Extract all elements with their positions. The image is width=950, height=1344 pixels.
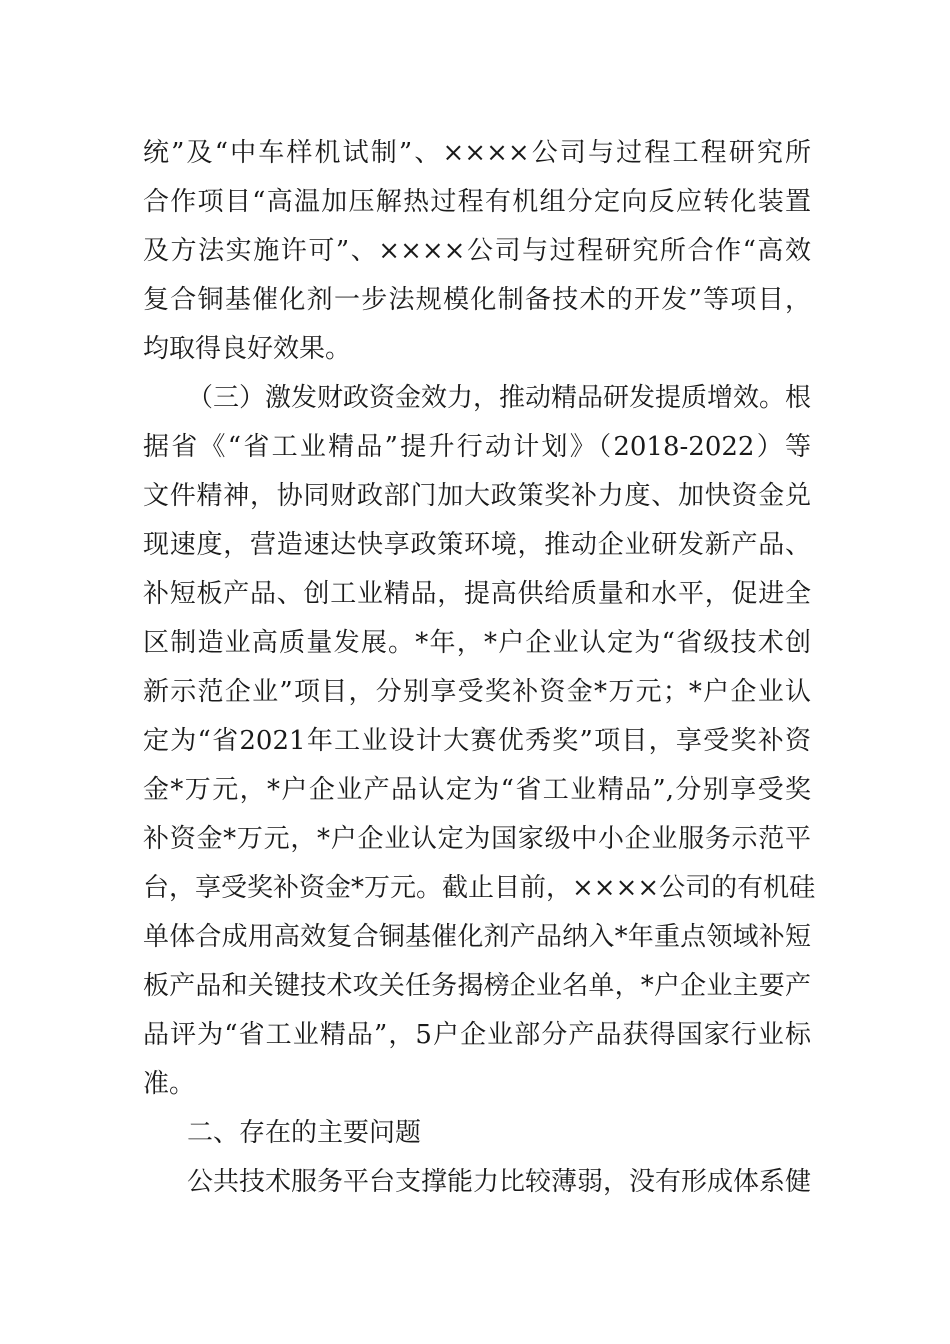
text-line: 补短板产品、创工业精品，提高供给质量和水平，促进全 — [143, 579, 811, 609]
text-line: 单体合成用高效复合铜基催化剂产品纳入*年重点领域补短 — [143, 922, 811, 952]
text-line: 板产品和关键技术攻关任务揭榜企业名单，*户企业主要产 — [143, 971, 811, 1001]
text-line: 台，享受奖补资金*万元。截止目前，××××公司的有机硅 — [143, 873, 816, 903]
text-line: 品评为“省工业精品”，5户企业部分产品获得国家行业标 — [143, 1020, 811, 1050]
text-line: 文件精神，协同财政部门加大政策奖补力度、加快资金兑 — [143, 481, 811, 511]
section-heading: 二、存在的主要问题 — [187, 1118, 422, 1148]
paragraph-first-line: （三）激发财政资金效力，推动精品研发提质增效。根 — [187, 383, 812, 413]
text-line: 补资金*万元，*户企业认定为国家级中小企业服务示范平 — [143, 824, 811, 854]
paragraph-first-line: 公共技术服务平台支撑能力比较薄弱，没有形成体系健 — [187, 1167, 812, 1197]
text-line: 据省《“省工业精品”提升行动计划》（2018-2022）等 — [143, 432, 811, 462]
text-line: 均取得良好效果。 — [143, 334, 352, 364]
text-line: 合作项目“高温加压解热过程有机组分定向反应转化装置 — [143, 187, 811, 217]
text-line: 区制造业高质量发展。*年，*户企业认定为“省级技术创 — [143, 628, 811, 658]
text-line: 统”及“中车样机试制”、××××公司与过程工程研究所 — [143, 138, 811, 168]
text-line: 准。 — [143, 1069, 196, 1099]
text-line: 及方法实施许可”、××××公司与过程研究所合作“高效 — [143, 236, 811, 266]
text-line: 金*万元，*户企业产品认定为“省工业精品”,分别享受奖 — [143, 775, 811, 805]
text-line: 定为“省2021年工业设计大赛优秀奖”项目，享受奖补资 — [143, 726, 811, 756]
text-line: 现速度，营造速达快享政策环境，推动企业研发新产品、 — [143, 530, 811, 560]
text-line: 复合铜基催化剂一步法规模化制备技术的开发”等项目， — [143, 285, 811, 315]
text-line: 新示范企业”项目，分别享受奖补资金*万元；*户企业认 — [143, 677, 811, 707]
